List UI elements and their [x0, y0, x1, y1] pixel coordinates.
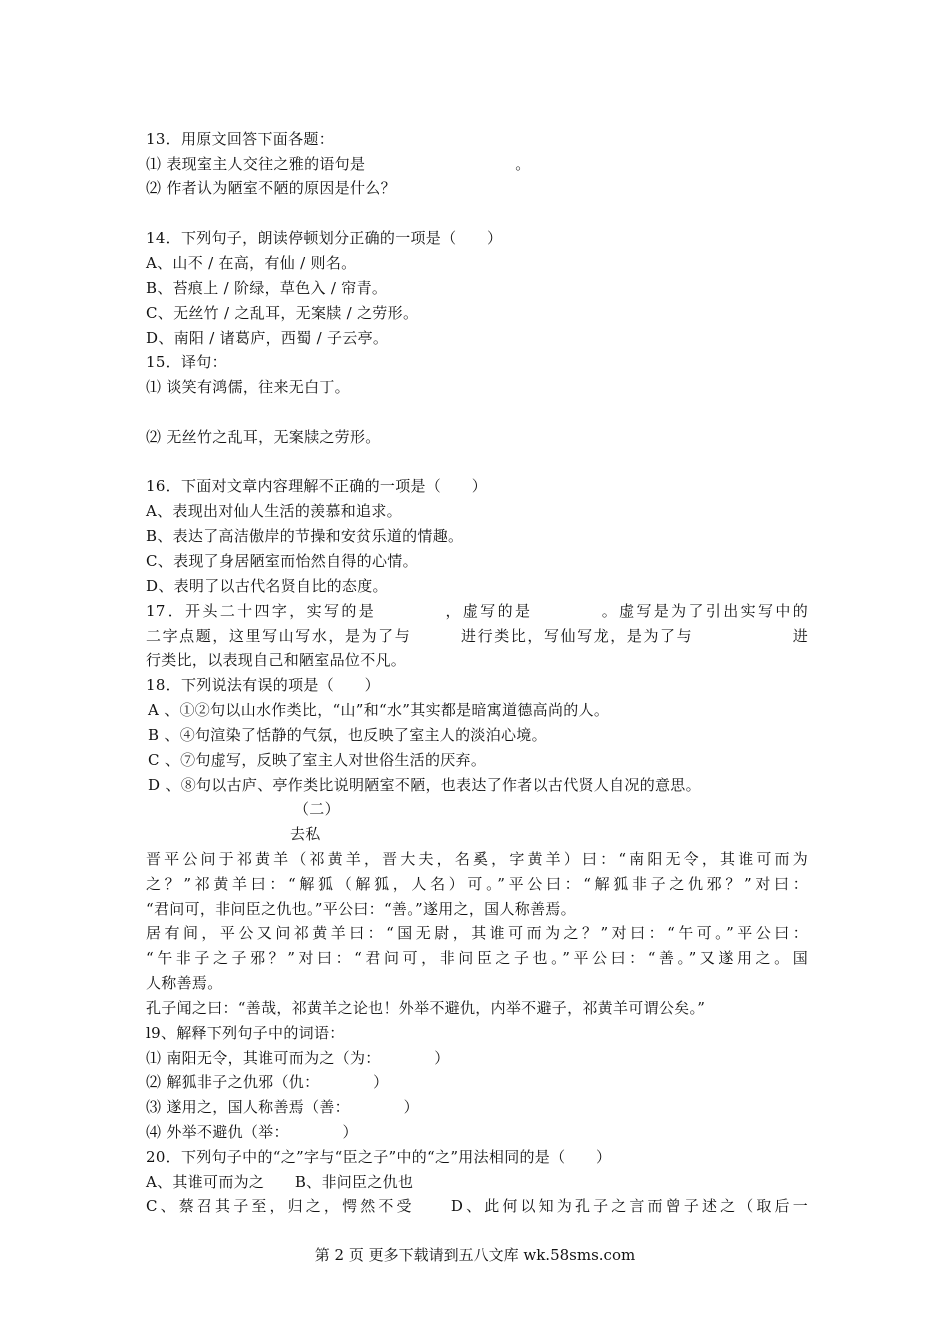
- q17-line-2: 二字点题，这里写山写水，是为了与 进行类比，写仙写龙，是为了与 进: [146, 627, 808, 645]
- passage-line-4: 居有间，平公又问祁黄羊曰：“国无尉，其谁可而为之？”对曰：“午可。”平公曰：: [146, 924, 808, 942]
- q18-option-c: C 、⑦句虚写，反映了室主人对世俗生活的厌弃。: [148, 751, 487, 769]
- q15-item-1: ⑴ 谈笑有鸿儒，往来无白丁。: [146, 378, 350, 396]
- q20-options-cd: C、蔡召其子至，归之，愕然不受 D、此何以知为孔子之言而曾子述之（取后一: [146, 1197, 808, 1215]
- q20-options-ab: A、其谁可而为之 B、非问臣之仇也: [146, 1173, 414, 1191]
- passage-line-5: “午非子之子邪？”对曰：“君问可，非问臣之子也。”平公曰：“善。”又遂用之。国: [146, 949, 808, 967]
- q19-item-4: ⑷ 外举不避仇（举： ）: [146, 1123, 358, 1141]
- q17-line-3: 行类比，以表现自己和陋室品位不凡。: [146, 651, 407, 669]
- section-number: （二）: [294, 800, 340, 818]
- passage-title: 去私: [290, 825, 321, 843]
- q16-option-d: D、表明了以古代名贤自比的态度。: [146, 577, 388, 595]
- q16-option-a: A、表现出对仙人生活的羡慕和追求。: [146, 502, 402, 520]
- q14-option-a: A、山不 / 在高，有仙 / 则名。: [146, 254, 357, 272]
- q13-item-1-text: ⑴ 表现室主人交往之雅的语句是: [146, 155, 366, 173]
- q14-option-d: D、南阳 / 诸葛庐，西蜀 / 子云亭。: [146, 329, 389, 347]
- q14-option-c: C、无丝竹 / 之乱耳，无案牍 / 之劳形。: [146, 304, 419, 322]
- page-footer: 第 2 页 更多下载请到五八文库 wk.58sms.com: [314, 1246, 636, 1264]
- passage-line-1: 晋平公问于祁黄羊（祁黄羊，晋大夫，名奚，字黄羊）曰：“南阳无令，其谁可而为: [146, 850, 808, 868]
- q17-line-1: 17．开头二十四字，实写的是 ，虚写的是 。虚写是为了引出实写中的: [146, 602, 808, 620]
- q18-heading: 18．下列说法有误的项是（ ）: [146, 676, 380, 694]
- q19-item-3: ⑶ 遂用之，国人称善焉（善： ）: [146, 1098, 419, 1116]
- q18-option-d: D 、⑧句以古庐、亭作类比说明陋室不陋，也表达了作者以古代贤人自况的意思。: [148, 776, 701, 794]
- q15-heading: 15．译句：: [146, 353, 227, 371]
- q13-item-1: [146, 152, 808, 177]
- q20-heading: 20．下列句子中的“之”字与“臣之子”中的“之”用法相同的是（ ）: [146, 1148, 612, 1166]
- passage-line-2: 之？”祁黄羊曰：“解狐（解狐，人名）可。”平公曰：“解狐非子之仇邪？”对曰：: [146, 875, 808, 893]
- q19-item-2: ⑵ 解狐非子之仇邪（仇： ）: [146, 1073, 389, 1091]
- q16-option-b: B、表达了高洁傲岸的节操和安贫乐道的情趣。: [146, 527, 464, 545]
- q18-option-b: B 、④句渲染了恬静的气氛，也反映了室主人的淡泊心境。: [148, 726, 547, 744]
- q14-option-b: B、苔痕上 / 阶绿，草色入 / 帘青。: [146, 279, 388, 297]
- q19-item-1: ⑴ 南阳无令，其谁可而为之（为： ）: [146, 1049, 450, 1067]
- q16-heading: 16．下面对文章内容理解不正确的一项是（ ）: [146, 477, 487, 495]
- q16-option-c: C、表现了身居陋室而怡然自得的心情。: [146, 552, 418, 570]
- q19-heading: l9、解释下列句子中的词语：: [146, 1024, 345, 1042]
- q13-item-1-end: 。: [515, 155, 531, 173]
- q18-option-a: A 、①②句以山水作类比，“山”和“水”其实都是暗寓道德高尚的人。: [148, 701, 610, 719]
- q15-item-2: ⑵ 无丝竹之乱耳，无案牍之劳形。: [146, 428, 381, 446]
- passage-line-6: 人称善焉。: [146, 974, 223, 992]
- q13-heading: 13．用原文回答下面各题：: [146, 130, 334, 148]
- passage-line-3: “君问可，非问臣之仇也。”平公曰：“善。”遂用之，国人称善焉。: [146, 900, 576, 918]
- q14-heading: 14．下列句子，朗读停顿划分正确的一项是（ ）: [146, 229, 503, 247]
- q13-item-2: ⑵ 作者认为陋室不陋的原因是什么？: [146, 179, 396, 197]
- passage-line-7: 孔子闻之曰：“善哉，祁黄羊之论也！外举不避仇，内举不避子，祁黄羊可谓公矣。”: [146, 999, 706, 1017]
